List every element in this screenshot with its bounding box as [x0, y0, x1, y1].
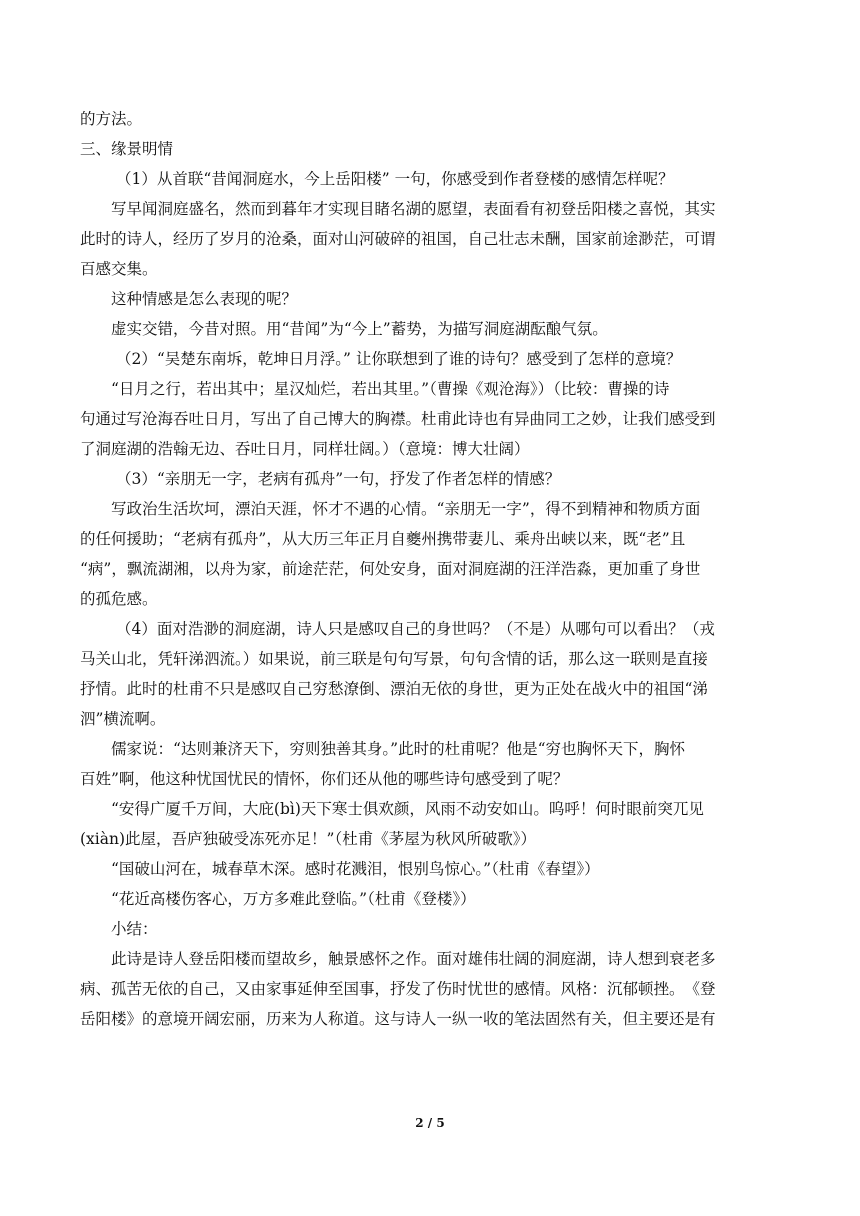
text-line: 的任何援助；“老病有孤舟”，从大历三年正月自夔州携带妻儿、乘舟出峡以来，既“老”且 — [80, 530, 686, 548]
text-line: （2）“吴楚东南坼，乾坤日月浮。” 让你联想到了谁的诗句？感受到了怎样的意境？ — [116, 350, 682, 368]
text-line: 泗”横流啊。 — [80, 710, 166, 728]
text-line: 的孤危感。 — [80, 590, 158, 608]
text-line: 儒家说：“达则兼济天下，穷则独善其身。”此时的杜甫呢？他是“穷也胸怀天下，胸怀 — [111, 740, 686, 758]
text-line: 的方法。 — [80, 110, 143, 128]
text-line: 马关山北，凭轩涕泗流。）如果说，前三联是句句写景，句句含情的话，那么这一联则是直接 — [80, 650, 708, 668]
text-line: “日月之行，若出其中；星汉灿烂，若出其里。”（曹操《观沧海》）（比较：曹操的诗 — [111, 380, 670, 398]
text-line: 了洞庭湖的浩翰无边、吞吐日月，同样壮阔。）（意境：博大壮阔） — [80, 440, 530, 458]
text-line: 句通过写沧海吞吐日月，写出了自己博大的胸襟。杜甫此诗也有异曲同工之妙，让我们感受到 — [80, 410, 716, 428]
text-line: 岳阳楼》的意境开阔宏丽，历来为人称道。这与诗人一纵一收的笔法固然有关，但主要还是有 — [80, 1010, 716, 1028]
text-line: 病、孤苦无依的自己，又由家事延伸至国事，抒发了伤时忧世的感情。风格：沉郁顿挫。 《登 — [80, 980, 716, 998]
text-line: 三、缘景明情 — [80, 140, 174, 158]
text-line: 虚实交错，今昔对照。用“昔闻”为“今上”蓄势，为描写洞庭湖酝酿气氛。 — [111, 320, 608, 338]
text-line: 抒情。此时的杜甫不只是感叹自己穷愁潦倒、漂泊无依的身世，更为正处在战火中的祖国“涕 — [80, 680, 708, 698]
text-line: 百感交集。 — [80, 260, 158, 278]
text-line: 此诗是诗人登岳阳楼而望故乡，触景感怀之作。面对雄伟壮阔的洞庭湖，诗人想到衰老多 — [111, 950, 716, 968]
text-line: 这种情感是怎么表现的呢？ — [111, 290, 298, 308]
text-line: 百姓”啊，他这种忧国忧民的情怀，你们还从他的哪些诗句感受到了呢？ — [80, 770, 569, 788]
text-line: 写早闻洞庭盛名，然而到暮年才实现目睹名湖的愿望，表面看有初登岳阳楼之喜悦，其实 — [111, 200, 716, 218]
text-line: “安得广厦千万间，大庇(bì)天下寒士俱欢颜，风雨不动安如山。呜呼！何时眼前突兀见 — [111, 800, 704, 818]
text-line: （4）面对浩渺的洞庭湖，诗人只是感叹自己的身世吗？（不是）从哪句可以看出？（戎 — [116, 620, 715, 638]
text-line: 小结： — [111, 920, 158, 938]
text-line: “病”，飘流湖湘，以舟为家，前途茫茫，何处安身，面对洞庭湖的汪洋浩淼，更加重了身世 — [80, 560, 701, 578]
document-body — [80, 104, 780, 1034]
page-number: 2 / 5 — [415, 1116, 445, 1130]
text-line: （1）从首联“昔闻洞庭水，今上岳阳楼” 一句，你感受到作者登楼的感情怎样呢？ — [116, 170, 674, 188]
text-line: (xiàn)此屋，吾庐独破受冻死亦足！”（杜甫《茅屋为秋风所破歌》） — [80, 830, 536, 848]
text-line: （3）“亲朋无一字，老病有孤舟”一句，抒发了作者怎样的情感？ — [116, 470, 561, 488]
text-line: 写政治生活坎坷，漂泊天涯，怀才不遇的心情。“亲朋无一字”，得不到精神和物质方面 — [111, 500, 701, 518]
text-line: “花近高楼伤客心，万方多难此登临。”（杜甫《登楼》） — [111, 890, 476, 908]
text-line: 此时的诗人，经历了岁月的沧桑，面对山河破碎的祖国，自己壮志未酬，国家前途渺茫，可谓 — [80, 230, 716, 248]
text-line: “国破山河在，城春草木深。感时花溅泪，恨别鸟惊心。”（杜甫《春望》） — [111, 860, 600, 878]
